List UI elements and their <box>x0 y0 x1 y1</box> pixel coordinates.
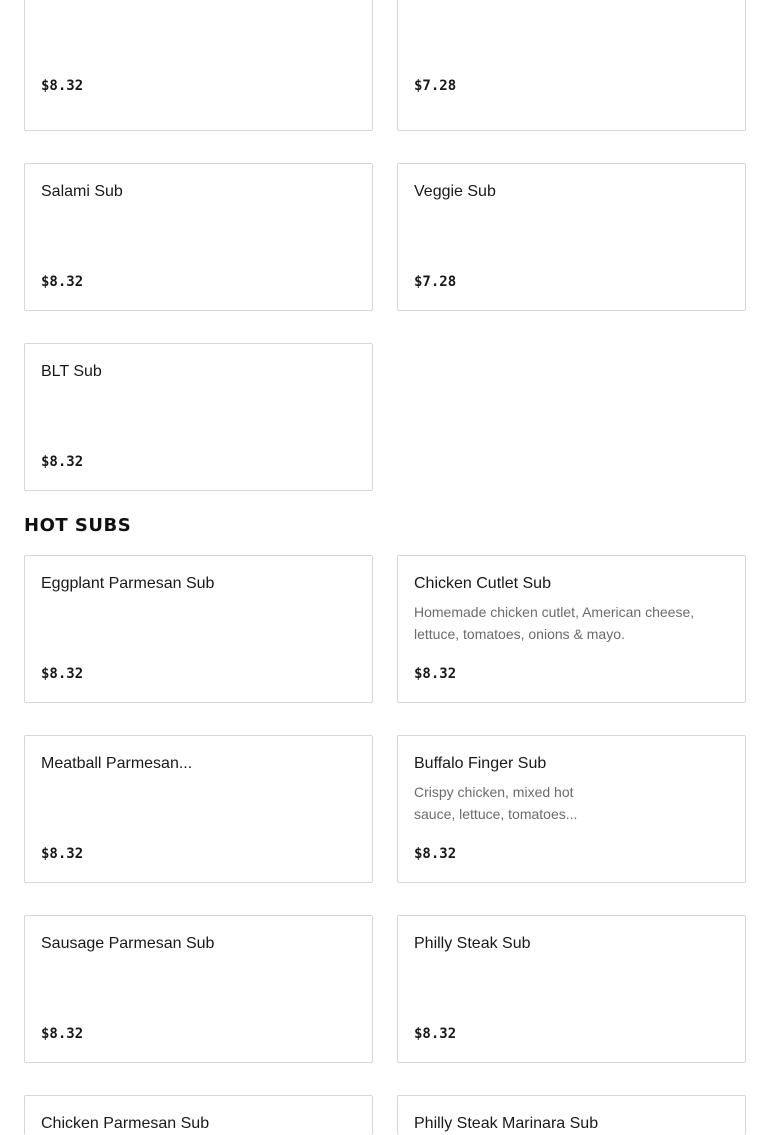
menu-item-name: Buffalo Finger Sub <box>414 755 547 772</box>
menu-item-description-line: Crispy chicken, mixed hot <box>414 784 574 800</box>
menu-item-card-caprese-sub[interactable] <box>397 0 746 131</box>
menu-item-card-sausage-parmesan-sub[interactable] <box>24 915 373 1063</box>
menu-item-price: $8.32 <box>414 1026 457 1042</box>
menu-item-price: $8.32 <box>41 846 84 862</box>
menu-item-card-veggie-sub[interactable] <box>397 163 746 311</box>
menu-item-card-eggplant-parmesan-sub[interactable] <box>24 555 373 703</box>
section-title-hot-subs: HOT SUBS <box>24 515 132 536</box>
menu-item-name: BLT Sub <box>41 363 102 380</box>
menu-item-card-blt-sub[interactable] <box>24 343 373 491</box>
menu-item-price: $7.28 <box>414 78 457 94</box>
menu-item-name: Chicken Parmesan Sub <box>41 1115 210 1132</box>
menu-item-name: Sausage Parmesan Sub <box>41 935 215 952</box>
menu-item-name: Meatball Parmesan... <box>41 755 193 772</box>
menu-item-name <box>41 0 356 2</box>
menu-item-price: $8.32 <box>41 454 84 470</box>
menu-item-name: Salami Sub <box>41 183 123 200</box>
menu-item-card-salami-sub[interactable] <box>24 163 373 311</box>
menu-item-card-buffalo-finger-sub[interactable] <box>397 735 746 883</box>
menu-item-price: $8.32 <box>41 274 84 290</box>
menu-item-name: Chicken Cutlet Sub <box>414 575 551 592</box>
menu-item-price: $8.32 <box>41 1026 84 1042</box>
menu-item-card-chicken-parmesan-sub[interactable] <box>24 1095 373 1135</box>
menu-item-price: $8.32 <box>41 78 84 94</box>
menu-item-name: Eggplant Parmesan Sub <box>41 575 215 592</box>
menu-item-name: Philly Steak Marinara Sub <box>414 1115 599 1132</box>
menu-item-description <box>414 781 577 825</box>
menu-item-price: $8.32 <box>414 666 457 682</box>
menu-item-name: Veggie Sub <box>414 183 496 200</box>
menu-item-description-line: lettuce, tomatoes, onions & mayo. <box>414 626 625 642</box>
menu-item-card-ham-sub[interactable] <box>24 0 373 131</box>
menu-item-price: $8.32 <box>41 666 84 682</box>
menu-item-card-philly-steak-sub[interactable] <box>397 915 746 1063</box>
menu-item-description-line: sauce, lettuce, tomatoes... <box>414 806 578 822</box>
menu-item-card-meatball-parmesan[interactable] <box>24 735 373 883</box>
menu-item-price: $8.32 <box>414 846 457 862</box>
menu-item-name: Philly Steak Sub <box>414 935 531 952</box>
menu-item-description <box>414 601 694 645</box>
menu-item-card-philly-steak-marinara-sub[interactable] <box>397 1095 746 1135</box>
menu-item-name <box>414 0 729 2</box>
menu-item-description-line: Homemade chicken cutlet, American cheese, <box>414 604 695 620</box>
menu-item-card-chicken-cutlet-sub[interactable] <box>397 555 746 703</box>
menu-item-price: $7.28 <box>414 274 457 290</box>
